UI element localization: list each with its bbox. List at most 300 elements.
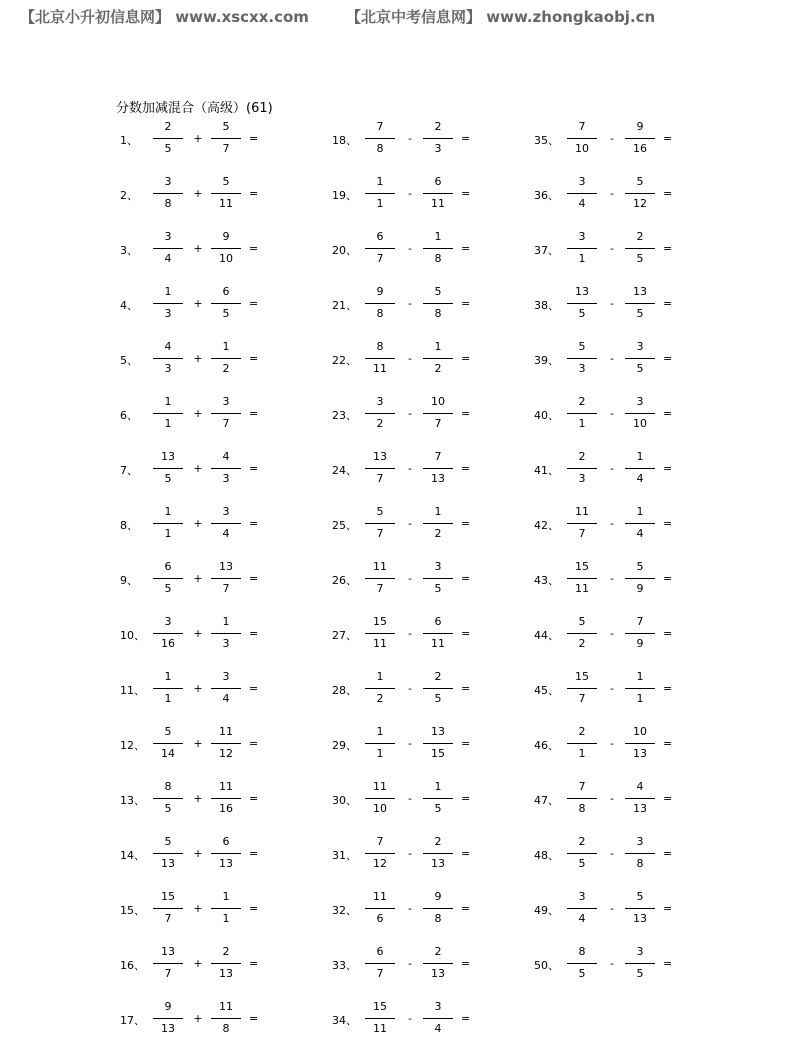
fraction bbox=[151, 615, 185, 651]
numerator: 1 bbox=[636, 450, 644, 463]
numerator: 7 bbox=[376, 120, 384, 133]
problem-item bbox=[534, 560, 734, 600]
fraction-bar bbox=[211, 358, 241, 359]
operator: - bbox=[408, 902, 412, 915]
problem-item bbox=[120, 780, 320, 820]
denominator: 3 bbox=[164, 307, 172, 320]
fraction-bar bbox=[153, 303, 183, 304]
fraction-bar bbox=[567, 743, 597, 744]
numerator: 7 bbox=[434, 450, 442, 463]
equals-sign: = bbox=[249, 682, 259, 695]
numerator: 5 bbox=[222, 175, 230, 188]
numerator: 3 bbox=[222, 670, 230, 683]
denominator: 4 bbox=[636, 527, 644, 540]
fraction bbox=[421, 175, 455, 211]
fraction bbox=[565, 670, 599, 706]
fraction bbox=[421, 395, 455, 431]
fraction-bar bbox=[365, 303, 395, 304]
numerator: 5 bbox=[636, 175, 644, 188]
operator: + bbox=[193, 242, 203, 255]
equals-sign: = bbox=[461, 297, 471, 310]
fraction-bar bbox=[365, 523, 395, 524]
numerator: 2 bbox=[578, 835, 586, 848]
fraction bbox=[565, 780, 599, 816]
fraction bbox=[209, 340, 243, 376]
problem-number: 7、 bbox=[120, 464, 138, 477]
problem-item bbox=[332, 175, 532, 215]
denominator: 8 bbox=[434, 252, 442, 265]
fraction-bar bbox=[625, 853, 655, 854]
fraction-bar bbox=[211, 633, 241, 634]
equals-sign: = bbox=[663, 572, 673, 585]
fraction bbox=[151, 725, 185, 761]
denominator: 7 bbox=[164, 912, 172, 925]
problem-number: 21、 bbox=[332, 299, 357, 312]
fraction-bar bbox=[153, 798, 183, 799]
equals-sign: = bbox=[249, 902, 259, 915]
denominator: 1 bbox=[578, 417, 586, 430]
numerator: 1 bbox=[636, 505, 644, 518]
fraction-bar bbox=[423, 138, 453, 139]
numerator: 9 bbox=[164, 1000, 172, 1013]
numerator: 1 bbox=[636, 670, 644, 683]
equals-sign: = bbox=[249, 737, 259, 750]
problem-item bbox=[534, 505, 734, 545]
fraction bbox=[363, 175, 397, 211]
denominator: 13 bbox=[431, 857, 445, 870]
problem-item bbox=[332, 395, 532, 435]
problem-item bbox=[120, 1000, 320, 1040]
numerator: 2 bbox=[434, 120, 442, 133]
fraction-bar bbox=[625, 193, 655, 194]
operator: + bbox=[193, 1012, 203, 1025]
denominator: 10 bbox=[633, 417, 647, 430]
fraction-bar bbox=[423, 798, 453, 799]
fraction bbox=[209, 670, 243, 706]
fraction bbox=[623, 340, 657, 376]
numerator: 1 bbox=[376, 175, 384, 188]
fraction-bar bbox=[423, 468, 453, 469]
fraction-bar bbox=[423, 688, 453, 689]
fraction bbox=[363, 505, 397, 541]
equals-sign: = bbox=[249, 792, 259, 805]
fraction bbox=[623, 285, 657, 321]
fraction bbox=[421, 560, 455, 596]
operator: - bbox=[610, 737, 614, 750]
problem-number: 1、 bbox=[120, 134, 138, 147]
problem-number: 9、 bbox=[120, 574, 138, 587]
fraction bbox=[623, 780, 657, 816]
problem-item bbox=[332, 780, 532, 820]
numerator: 3 bbox=[636, 945, 644, 958]
denominator: 3 bbox=[164, 362, 172, 375]
fraction bbox=[151, 285, 185, 321]
denominator: 4 bbox=[222, 527, 230, 540]
fraction-bar bbox=[625, 578, 655, 579]
fraction-bar bbox=[365, 688, 395, 689]
denominator: 3 bbox=[578, 362, 586, 375]
denominator: 8 bbox=[578, 802, 586, 815]
numerator: 3 bbox=[164, 615, 172, 628]
fraction bbox=[421, 670, 455, 706]
denominator: 11 bbox=[219, 197, 233, 210]
equals-sign: = bbox=[249, 407, 259, 420]
numerator: 4 bbox=[164, 340, 172, 353]
fraction-bar bbox=[153, 413, 183, 414]
fraction bbox=[209, 560, 243, 596]
equals-sign: = bbox=[461, 462, 471, 475]
fraction bbox=[421, 780, 455, 816]
fraction bbox=[421, 450, 455, 486]
numerator: 5 bbox=[164, 725, 172, 738]
denominator: 7 bbox=[578, 692, 586, 705]
problem-number: 48、 bbox=[534, 849, 559, 862]
header-site-2[interactable]: 【北京中考信息网】 www.zhongkaobj.cn bbox=[346, 8, 656, 26]
denominator: 4 bbox=[578, 197, 586, 210]
fraction-bar bbox=[153, 1018, 183, 1019]
denominator: 1 bbox=[578, 747, 586, 760]
fraction bbox=[151, 945, 185, 981]
denominator: 11 bbox=[373, 1022, 387, 1035]
fraction-bar bbox=[625, 798, 655, 799]
fraction bbox=[209, 450, 243, 486]
numerator: 2 bbox=[636, 230, 644, 243]
fraction bbox=[363, 725, 397, 761]
denominator: 14 bbox=[161, 747, 175, 760]
fraction bbox=[209, 780, 243, 816]
problem-number: 12、 bbox=[120, 739, 145, 752]
denominator: 12 bbox=[633, 197, 647, 210]
fraction-bar bbox=[567, 798, 597, 799]
denominator: 13 bbox=[431, 472, 445, 485]
operator: - bbox=[610, 297, 614, 310]
operator: - bbox=[408, 1012, 412, 1025]
denominator: 1 bbox=[164, 417, 172, 430]
fraction-bar bbox=[153, 743, 183, 744]
numerator: 1 bbox=[222, 615, 230, 628]
problem-item bbox=[534, 175, 734, 215]
denominator: 8 bbox=[222, 1022, 230, 1035]
denominator: 15 bbox=[431, 747, 445, 760]
denominator: 3 bbox=[434, 142, 442, 155]
fraction-bar bbox=[365, 963, 395, 964]
equals-sign: = bbox=[461, 352, 471, 365]
operator: - bbox=[408, 462, 412, 475]
fraction bbox=[565, 945, 599, 981]
fraction-bar bbox=[423, 853, 453, 854]
fraction bbox=[151, 340, 185, 376]
numerator: 15 bbox=[373, 615, 387, 628]
fraction-bar bbox=[211, 853, 241, 854]
fraction bbox=[363, 890, 397, 926]
fraction bbox=[151, 670, 185, 706]
numerator: 6 bbox=[222, 835, 230, 848]
operator: - bbox=[610, 902, 614, 915]
denominator: 7 bbox=[376, 967, 384, 980]
equals-sign: = bbox=[663, 847, 673, 860]
operator: - bbox=[610, 517, 614, 530]
equals-sign: = bbox=[663, 957, 673, 970]
problem-item bbox=[534, 835, 734, 875]
fraction bbox=[565, 340, 599, 376]
denominator: 11 bbox=[373, 637, 387, 650]
numerator: 13 bbox=[161, 450, 175, 463]
fraction bbox=[421, 835, 455, 871]
denominator: 1 bbox=[636, 692, 644, 705]
fraction bbox=[151, 395, 185, 431]
fraction-bar bbox=[423, 743, 453, 744]
problem-item bbox=[534, 615, 734, 655]
numerator: 1 bbox=[164, 395, 172, 408]
problem-item bbox=[120, 725, 320, 765]
header-site-1[interactable]: 【北京小升初信息网】 www.xscxx.com bbox=[20, 8, 309, 26]
fraction-bar bbox=[365, 908, 395, 909]
denominator: 4 bbox=[434, 1022, 442, 1035]
denominator: 16 bbox=[161, 637, 175, 650]
problem-number: 15、 bbox=[120, 904, 145, 917]
fraction bbox=[151, 505, 185, 541]
fraction-bar bbox=[365, 798, 395, 799]
operator: - bbox=[408, 297, 412, 310]
numerator: 1 bbox=[222, 340, 230, 353]
problem-item bbox=[332, 505, 532, 545]
numerator: 13 bbox=[219, 560, 233, 573]
fraction-bar bbox=[153, 688, 183, 689]
fraction bbox=[209, 175, 243, 211]
fraction bbox=[565, 175, 599, 211]
fraction-bar bbox=[625, 743, 655, 744]
numerator: 2 bbox=[164, 120, 172, 133]
equals-sign: = bbox=[249, 847, 259, 860]
numerator: 10 bbox=[431, 395, 445, 408]
denominator: 11 bbox=[373, 362, 387, 375]
numerator: 4 bbox=[636, 780, 644, 793]
problem-number: 3、 bbox=[120, 244, 138, 257]
denominator: 1 bbox=[164, 527, 172, 540]
numerator: 15 bbox=[575, 560, 589, 573]
problem-number: 46、 bbox=[534, 739, 559, 752]
denominator: 1 bbox=[376, 747, 384, 760]
problem-item bbox=[332, 615, 532, 655]
numerator: 8 bbox=[376, 340, 384, 353]
equals-sign: = bbox=[249, 242, 259, 255]
equals-sign: = bbox=[663, 902, 673, 915]
fraction bbox=[623, 450, 657, 486]
fraction-bar bbox=[567, 523, 597, 524]
equals-sign: = bbox=[461, 957, 471, 970]
numerator: 6 bbox=[434, 175, 442, 188]
numerator: 3 bbox=[376, 395, 384, 408]
equals-sign: = bbox=[461, 517, 471, 530]
numerator: 13 bbox=[633, 285, 647, 298]
problem-item bbox=[120, 395, 320, 435]
fraction bbox=[209, 890, 243, 926]
fraction-bar bbox=[625, 248, 655, 249]
operator: - bbox=[610, 682, 614, 695]
fraction bbox=[151, 835, 185, 871]
numerator: 2 bbox=[222, 945, 230, 958]
fraction bbox=[363, 450, 397, 486]
problem-number: 49、 bbox=[534, 904, 559, 917]
fraction-bar bbox=[423, 963, 453, 964]
fraction-bar bbox=[625, 908, 655, 909]
problem-number: 29、 bbox=[332, 739, 357, 752]
fraction bbox=[565, 395, 599, 431]
equals-sign: = bbox=[663, 242, 673, 255]
problem-item bbox=[332, 230, 532, 270]
problem-item bbox=[332, 670, 532, 710]
problem-number: 18、 bbox=[332, 134, 357, 147]
denominator: 13 bbox=[633, 912, 647, 925]
fraction bbox=[151, 780, 185, 816]
numerator: 2 bbox=[434, 835, 442, 848]
problem-number: 23、 bbox=[332, 409, 357, 422]
equals-sign: = bbox=[663, 187, 673, 200]
fraction-bar bbox=[625, 688, 655, 689]
operator: + bbox=[193, 737, 203, 750]
denominator: 5 bbox=[636, 252, 644, 265]
fraction bbox=[421, 505, 455, 541]
denominator: 12 bbox=[219, 747, 233, 760]
fraction-bar bbox=[625, 468, 655, 469]
denominator: 5 bbox=[434, 692, 442, 705]
fraction bbox=[623, 560, 657, 596]
problem-number: 27、 bbox=[332, 629, 357, 642]
fraction bbox=[363, 285, 397, 321]
numerator: 1 bbox=[222, 890, 230, 903]
fraction bbox=[209, 285, 243, 321]
problem-item bbox=[120, 670, 320, 710]
equals-sign: = bbox=[461, 132, 471, 145]
equals-sign: = bbox=[249, 957, 259, 970]
fraction bbox=[623, 230, 657, 266]
equals-sign: = bbox=[461, 737, 471, 750]
fraction-bar bbox=[153, 578, 183, 579]
problem-item bbox=[332, 340, 532, 380]
numerator: 1 bbox=[164, 285, 172, 298]
problem-number: 42、 bbox=[534, 519, 559, 532]
fraction bbox=[565, 120, 599, 156]
fraction-bar bbox=[423, 908, 453, 909]
fraction-bar bbox=[567, 303, 597, 304]
problem-number: 6、 bbox=[120, 409, 138, 422]
equals-sign: = bbox=[249, 132, 259, 145]
fraction-bar bbox=[567, 578, 597, 579]
numerator: 3 bbox=[164, 230, 172, 243]
denominator: 7 bbox=[164, 967, 172, 980]
problem-number: 8、 bbox=[120, 519, 138, 532]
numerator: 9 bbox=[636, 120, 644, 133]
fraction-bar bbox=[211, 523, 241, 524]
operator: - bbox=[408, 352, 412, 365]
denominator: 10 bbox=[373, 802, 387, 815]
numerator: 15 bbox=[161, 890, 175, 903]
fraction-bar bbox=[211, 688, 241, 689]
problem-number: 41、 bbox=[534, 464, 559, 477]
fraction-bar bbox=[211, 743, 241, 744]
problem-number: 50、 bbox=[534, 959, 559, 972]
operator: - bbox=[610, 572, 614, 585]
operator: + bbox=[193, 517, 203, 530]
fraction-bar bbox=[211, 578, 241, 579]
fraction-bar bbox=[365, 193, 395, 194]
fraction-bar bbox=[211, 193, 241, 194]
numerator: 4 bbox=[222, 450, 230, 463]
numerator: 8 bbox=[578, 945, 586, 958]
problem-number: 40、 bbox=[534, 409, 559, 422]
denominator: 2 bbox=[434, 362, 442, 375]
problem-number: 22、 bbox=[332, 354, 357, 367]
denominator: 4 bbox=[164, 252, 172, 265]
denominator: 4 bbox=[222, 692, 230, 705]
numerator: 1 bbox=[434, 505, 442, 518]
fraction bbox=[623, 120, 657, 156]
fraction bbox=[363, 340, 397, 376]
problem-number: 31、 bbox=[332, 849, 357, 862]
problem-number: 28、 bbox=[332, 684, 357, 697]
problem-number: 43、 bbox=[534, 574, 559, 587]
denominator: 13 bbox=[161, 857, 175, 870]
problem-item bbox=[332, 285, 532, 325]
equals-sign: = bbox=[249, 352, 259, 365]
fraction-bar bbox=[153, 248, 183, 249]
fraction-bar bbox=[211, 908, 241, 909]
problem-item bbox=[332, 945, 532, 985]
equals-sign: = bbox=[663, 682, 673, 695]
operator: - bbox=[408, 242, 412, 255]
equals-sign: = bbox=[461, 902, 471, 915]
problem-number: 35、 bbox=[534, 134, 559, 147]
numerator: 3 bbox=[434, 560, 442, 573]
problem-number: 20、 bbox=[332, 244, 357, 257]
fraction bbox=[209, 505, 243, 541]
equals-sign: = bbox=[249, 517, 259, 530]
fraction bbox=[363, 395, 397, 431]
equals-sign: = bbox=[663, 517, 673, 530]
fraction bbox=[209, 835, 243, 871]
operator: - bbox=[610, 187, 614, 200]
fraction-bar bbox=[153, 358, 183, 359]
problem-number: 45、 bbox=[534, 684, 559, 697]
fraction bbox=[421, 285, 455, 321]
problem-number: 37、 bbox=[534, 244, 559, 257]
site-header bbox=[0, 6, 800, 30]
denominator: 2 bbox=[578, 637, 586, 650]
fraction-bar bbox=[567, 963, 597, 964]
operator: - bbox=[610, 462, 614, 475]
denominator: 11 bbox=[575, 582, 589, 595]
denominator: 7 bbox=[376, 582, 384, 595]
fraction bbox=[623, 175, 657, 211]
fraction bbox=[209, 120, 243, 156]
denominator: 7 bbox=[578, 527, 586, 540]
fraction bbox=[565, 835, 599, 871]
fraction-bar bbox=[365, 578, 395, 579]
fraction-bar bbox=[365, 743, 395, 744]
problem-number: 26、 bbox=[332, 574, 357, 587]
fraction-bar bbox=[625, 303, 655, 304]
numerator: 11 bbox=[219, 725, 233, 738]
denominator: 11 bbox=[431, 637, 445, 650]
fraction bbox=[151, 560, 185, 596]
fraction-bar bbox=[423, 523, 453, 524]
fraction bbox=[151, 450, 185, 486]
denominator: 3 bbox=[578, 472, 586, 485]
numerator: 7 bbox=[578, 780, 586, 793]
denominator: 5 bbox=[578, 307, 586, 320]
operator: - bbox=[408, 407, 412, 420]
problem-item bbox=[120, 340, 320, 380]
